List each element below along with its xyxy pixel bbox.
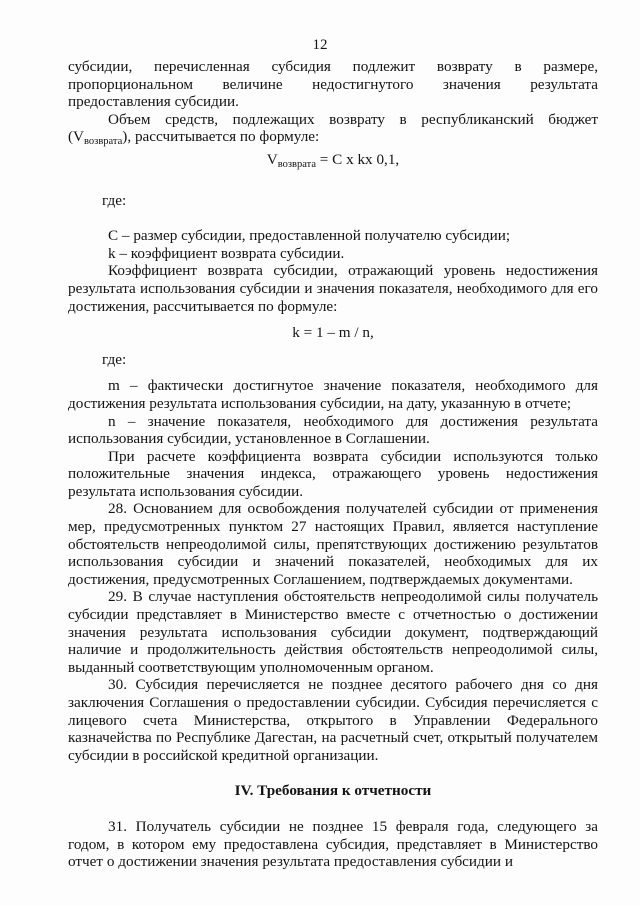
paragraph-return-volume bbox=[68, 111, 598, 151]
definition-m: m – фактически достигнутое значение показателя, необходимого для достижения результата использования субсидии, на дату, указанную в отчете; bbox=[68, 377, 598, 412]
formula-v: V bbox=[266, 150, 278, 168]
formula-lead-subscript: возврата bbox=[84, 136, 123, 148]
page-number: 12 bbox=[312, 37, 328, 53]
formula-lead-text: Объем средств, подлежащих возврату в республиканский бюджет (V bbox=[68, 110, 598, 146]
where-label: где: bbox=[102, 191, 127, 209]
paragraph-29: 29. В случае наступления обстоятельств непреодолимой силы получатель субсидии представляет в Министерство вместе с отчетностью о достижении значения результата использования субсидии документ, подтверждающий наличие и продолжительность действия обстоятельств непреодолимой силы, выданный соответствующим уполномоченным органом. bbox=[68, 588, 598, 676]
paragraph-30: 30. Субсидия перечисляется не позднее десятого рабочего дня со дня заключения Соглашения о предоставлении субсидии. Субсидия перечисляется с лицевого счета Министерства, открытого в Управлении Федерального казначейства по Республике Дагестан, на расчетный счет, открытый получателем субсидии в российской кредитной организации. bbox=[68, 676, 598, 764]
paragraph-28: 28. Основанием для освобождения получателей субсидии от применения мер, предусмотренных пунктом 27 настоящих Правил, является наступление обстоятельств непреодолимой силы, препятствующих достижению результатов использования субсидии и значений показателей, необходимых для их достижения, предусмотренных Соглашением, подтверждаемых документами. bbox=[68, 500, 598, 588]
formula-rhs: = С х kх 0,1, bbox=[315, 150, 400, 168]
formula-coefficient: k = 1 – m / n, bbox=[292, 324, 374, 342]
paragraph-31: 31. Получатель субсидии не позднее 15 февраля года, следующего за годом, в котором ему предоставлена субсидия, представляет в Министерство отчет о достижении значения результата предоставления субсидии и bbox=[68, 817, 598, 871]
formula-lead-tail: ), рассчитывается по формуле: bbox=[122, 128, 320, 146]
definition-k: k – коэффициент возврата субсидии. bbox=[108, 244, 345, 262]
where-label: где: bbox=[102, 350, 127, 368]
formula-return-volume bbox=[68, 151, 598, 174]
document-body bbox=[68, 58, 598, 871]
definition-c: С – размер субсидии, предоставленной получателю субсидии; bbox=[108, 227, 511, 245]
paragraph-intro: субсидии, перечисленная субсидия подлежит возврату в размере, пропорциональном величине недостигнутого значения результата предоставления субсидии. bbox=[68, 58, 598, 111]
formula-v-subscript: возврата bbox=[277, 158, 316, 170]
paragraph-coefficient: Коэффициент возврата субсидии, отражающий уровень недостижения результата использования субсидии и значения показателя, необходимого для его достижения, рассчитывается по формуле: bbox=[68, 262, 598, 315]
definition-n: n – значение показателя, необходимого для достижения результата использования субсидии, установленное в Соглашении. bbox=[68, 412, 598, 448]
section-heading: IV. Требования к отчетности bbox=[234, 782, 432, 800]
paragraph-positive-values: При расчете коэффициента возврата субсидии используются только положительные значения индекса, отражающего уровень недостижения результата использования субсидии. bbox=[68, 447, 598, 500]
